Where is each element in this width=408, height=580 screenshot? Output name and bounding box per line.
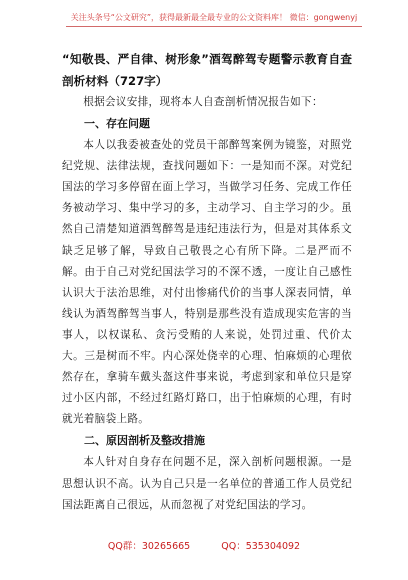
section-1-body: 本人以我委被查处的党员干部醉驾案例为镜鉴，对照党纪党规、法律法规，查找问题如下：一是知而不深。对党纪国法的学习多停留在面上学习，当做学习任务、完成工作任务被动学习、集中学习的多，主动学习、自主学习的少。虽然自己清楚知道酒驾醉驾是违纪违法行为，但是对其体系文缺乏足够了解，导致自己敬畏之心有所下降。二是严而不解。由于自己对党纪国法学习的不深不透，一度让自己感性认识大于法治思维，对付出惨痛代价的当事人深表同情，单线认为酒驾醉驾当事人，特别是那些没有造成现实危害的当事人，以权谋私、贪污受贿的人来说，处罚过重、代价太大。三是树而不牢。内心深处侥幸的心理、怕麻烦的心理依然存在，拿骑车戴头盔这件事来说，考虑到家和单位只是穿过小区内部，不经过红路灯路口，出于怕麻烦的心理，有时就光着脑袋上路。 bbox=[62, 139, 352, 426]
document-title: “知敬畏、严自律、树形象”酒驾醉驾专题警示教育自查剖析材料（727字） bbox=[62, 52, 352, 88]
section-2-heading: 二、原因剖析及整改措施 bbox=[84, 434, 205, 448]
footer-qq-group: QQ群：30265665 bbox=[107, 541, 191, 552]
footer-qq: QQ：535304092 bbox=[221, 541, 301, 552]
section-1-heading: 一、存在问题 bbox=[84, 117, 150, 131]
intro-paragraph: 根据会议安排，现将本人自查剖析情况报告如下： bbox=[83, 96, 323, 108]
footer-contacts bbox=[0, 538, 408, 552]
header-banner: 关注头条号“公文研究”，获得最新最全最专业的公文资料库！ 微信：gongwenyj bbox=[66, 12, 362, 27]
document-content bbox=[62, 48, 352, 516]
section-2-body: 本人针对自身存在问题不足，深入剖析问题根源。一是思想认识不高。认为自己只是一名单位的普通工作人员党纪国法距离自己很远，从而忽视了对党纪国法的学习。 bbox=[62, 456, 352, 511]
